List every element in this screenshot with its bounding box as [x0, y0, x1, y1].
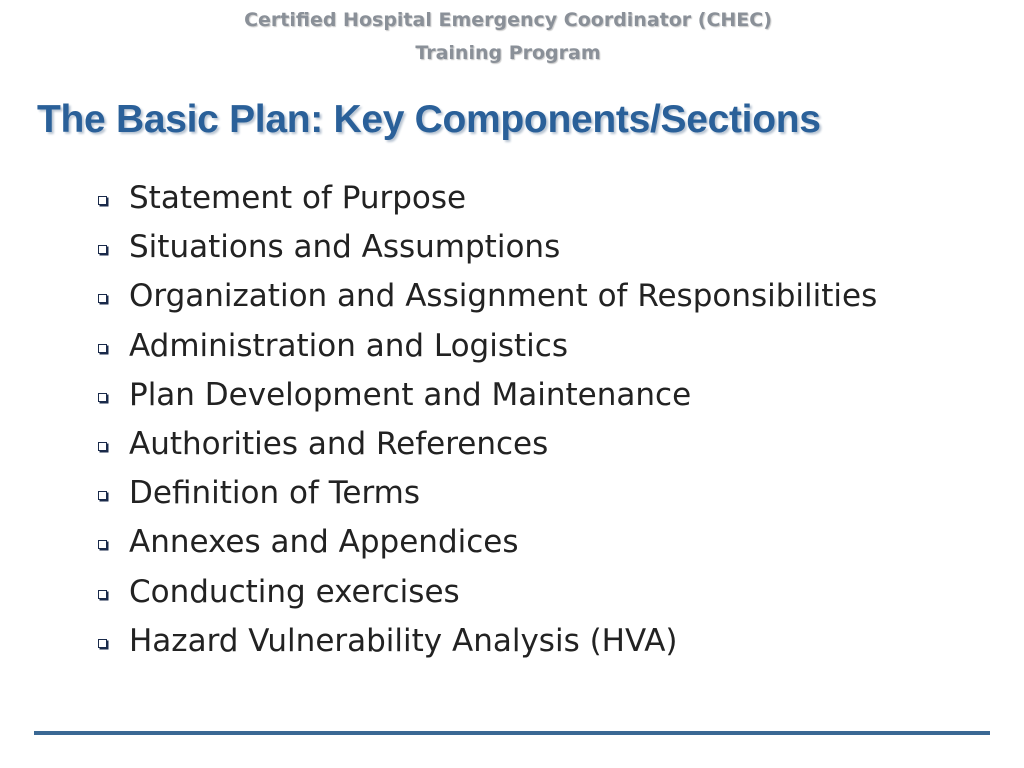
list-item [96, 175, 877, 224]
hollow-square-bullet-icon [98, 344, 107, 353]
list-item-label: Plan Development and Maintenance [129, 376, 692, 413]
list-item-label: Statement of Purpose [129, 180, 467, 216]
list-item-label: Organization and Assignment of Responsibilities [129, 278, 878, 315]
list-item [96, 618, 877, 667]
list-item-label: Administration and Logistics [129, 327, 568, 364]
list-item [96, 519, 877, 568]
program-header [0, 4, 1016, 70]
hollow-square-bullet-icon [98, 393, 107, 402]
hollow-square-bullet-icon [98, 639, 107, 648]
list-item [96, 273, 877, 322]
hollow-square-bullet-icon [98, 442, 107, 451]
hollow-square-bullet-icon [98, 245, 107, 254]
list-item-label: Conducting exercises [129, 573, 460, 610]
slide-title: The Basic Plan: Key Components/Sections [37, 98, 821, 141]
hollow-square-bullet-icon [98, 294, 107, 303]
program-header-line-2: Training Program [415, 42, 601, 64]
list-item [96, 569, 877, 618]
hollow-square-bullet-icon [98, 196, 107, 205]
list-item [96, 470, 877, 519]
list-item-label: Definition of Terms [129, 475, 420, 512]
program-header-line-1: Certified Hospital Emergency Coordinator (CHEC) [244, 9, 772, 31]
list-item [96, 372, 877, 421]
list-item-label: Annexes and Appendices [129, 524, 519, 561]
list-item [96, 323, 877, 372]
list-item-label: Hazard Vulnerability Analysis (HVA) [129, 622, 678, 659]
component-list [96, 175, 877, 667]
list-item [96, 224, 877, 273]
hollow-square-bullet-icon [98, 540, 107, 549]
hollow-square-bullet-icon [98, 590, 107, 599]
hollow-square-bullet-icon [98, 491, 107, 500]
list-item-label: Situations and Assumptions [129, 229, 561, 266]
list-item [96, 421, 877, 470]
bottom-divider [34, 731, 990, 735]
list-item-label: Authorities and References [129, 425, 549, 462]
